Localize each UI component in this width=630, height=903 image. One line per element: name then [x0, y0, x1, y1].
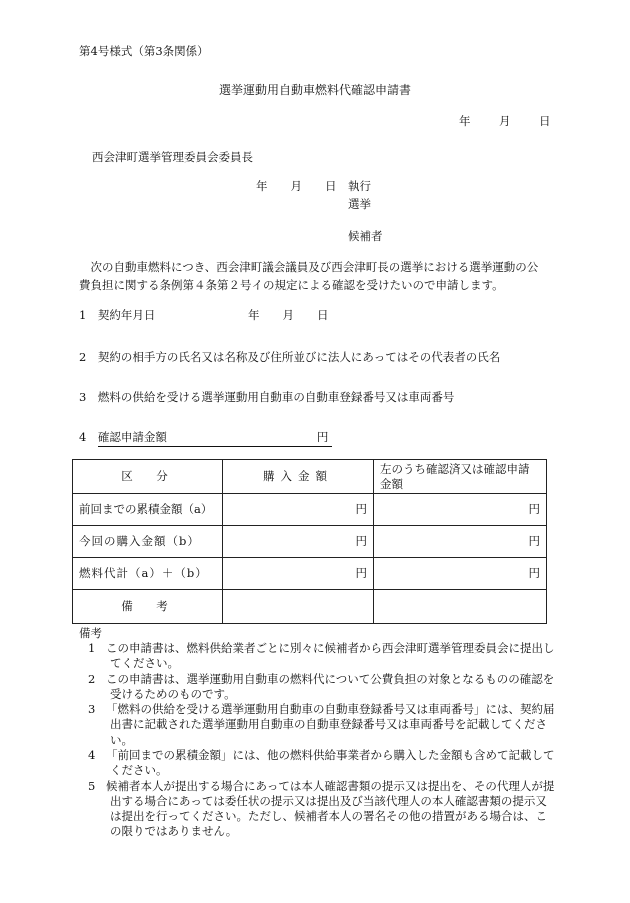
note-number: 5 — [88, 778, 96, 793]
document-title: 選挙運動用自動車燃料代確認申請書 — [218, 83, 411, 97]
purchase-amount-cell[interactable]: 円 — [223, 558, 374, 590]
contract-date-label: 1 契約年月日 — [79, 308, 156, 322]
note-number: 3 — [88, 702, 96, 717]
remarks-cell[interactable] — [374, 590, 547, 624]
requested-amount-field[interactable] — [98, 430, 333, 447]
requested-amount-unit: 円 — [316, 430, 329, 444]
note-text: この申請書は、燃料供給業者ごとに別々に候補者から西会津町選挙管理委員会に提出してください。 — [106, 641, 555, 671]
form-number-label: 第4号様式（第3条関係） — [79, 44, 209, 58]
election-date: 年 月 日 — [256, 179, 337, 193]
requested-amount-line — [79, 430, 332, 447]
note-text: 「前回までの累積金額」には、他の燃料供給事業者から購入した金額も含めて記載してください。 — [106, 747, 555, 778]
note-number: 4 — [88, 747, 96, 762]
table-row — [73, 590, 547, 624]
table-header-row — [73, 460, 547, 494]
application-statement: 次の自動車燃料につき、西会津町議会議員及び西会津町長の選挙における選挙運動の公費負担に関する条例第４条第２号イの規定による確認を受けたいので申請します。 — [79, 260, 539, 293]
date-month: 月 — [499, 114, 511, 128]
header-purchase-amount: 購入金額 — [223, 460, 374, 494]
row-label: 今回の購入金額（b） — [73, 526, 223, 558]
purchase-amount-cell[interactable]: 円 — [223, 526, 374, 558]
execution-label: 執行 — [348, 179, 371, 193]
note-item — [88, 779, 556, 840]
header-category: 区 分 — [73, 460, 223, 494]
note-item — [88, 748, 556, 779]
confirmed-amount-cell[interactable]: 円 — [374, 494, 547, 526]
row-label: 前回までの累積金額（a） — [73, 494, 223, 526]
requested-amount-label: 確認申請金額 — [97, 430, 167, 444]
table-row — [73, 526, 547, 558]
note-text: 「燃料の供給を受ける選挙運動用自動車の自動車登録番号又は車両番号」には、契約届出書に記載された選挙運動用自動車の自動車登録番号又は車両番号を記載してください。 — [106, 702, 555, 747]
note-number: 1 — [88, 641, 96, 655]
candidate-label: 候補者 — [348, 229, 383, 243]
header-confirmed-amount: 左のうち確認済又は確認申請金額 — [374, 460, 547, 494]
confirmed-amount-cell[interactable]: 円 — [374, 526, 547, 558]
note-text: この申請書は、選挙運動用自動車の燃料代について公費負担の対象となるものの確認を受けるためのものです。 — [106, 671, 555, 701]
election-label: 選挙 — [348, 197, 371, 211]
remarks-label: 備 考 — [73, 590, 223, 624]
remarks-cell[interactable] — [223, 590, 374, 624]
amount-table — [72, 459, 547, 624]
note-item — [88, 702, 556, 748]
note-item — [88, 672, 556, 703]
application-date — [459, 114, 551, 130]
table-row — [73, 558, 547, 590]
date-day: 日 — [539, 114, 551, 128]
table-row — [73, 494, 547, 526]
vehicle-number-label: 3 燃料の供給を受ける選挙運動用自動車の自動車登録番号又は車両番号 — [79, 390, 455, 404]
note-item — [88, 641, 556, 672]
purchase-amount-cell[interactable]: 円 — [223, 494, 374, 526]
notes-title: 備考 — [79, 626, 102, 640]
note-text: 候補者本人が提出する場合にあっては本人確認書類の提示又は提出を、その代理人が提出する場合にあっては委任状の提示又は提出及び当該代理人の本人確認書類の提示又は提出を行ってください。ただし、候補者本人の署名その他の措置がある場合は、この限りではありません。 — [106, 778, 555, 839]
row-label: 燃料代計（a）＋（b） — [73, 558, 223, 590]
notes-list — [88, 641, 556, 840]
date-year: 年 — [459, 114, 471, 128]
requested-amount-number: 4 — [79, 430, 87, 444]
addressee: 西会津町選挙管理委員会委員長 — [92, 150, 253, 164]
contract-party-label: 2 契約の相手方の氏名又は名称及び住所並びに法人にあってはその代表者の氏名 — [79, 350, 501, 364]
contract-date-value: 年 月 日 — [248, 308, 329, 322]
confirmed-amount-cell[interactable]: 円 — [374, 558, 547, 590]
note-number: 2 — [88, 671, 96, 686]
